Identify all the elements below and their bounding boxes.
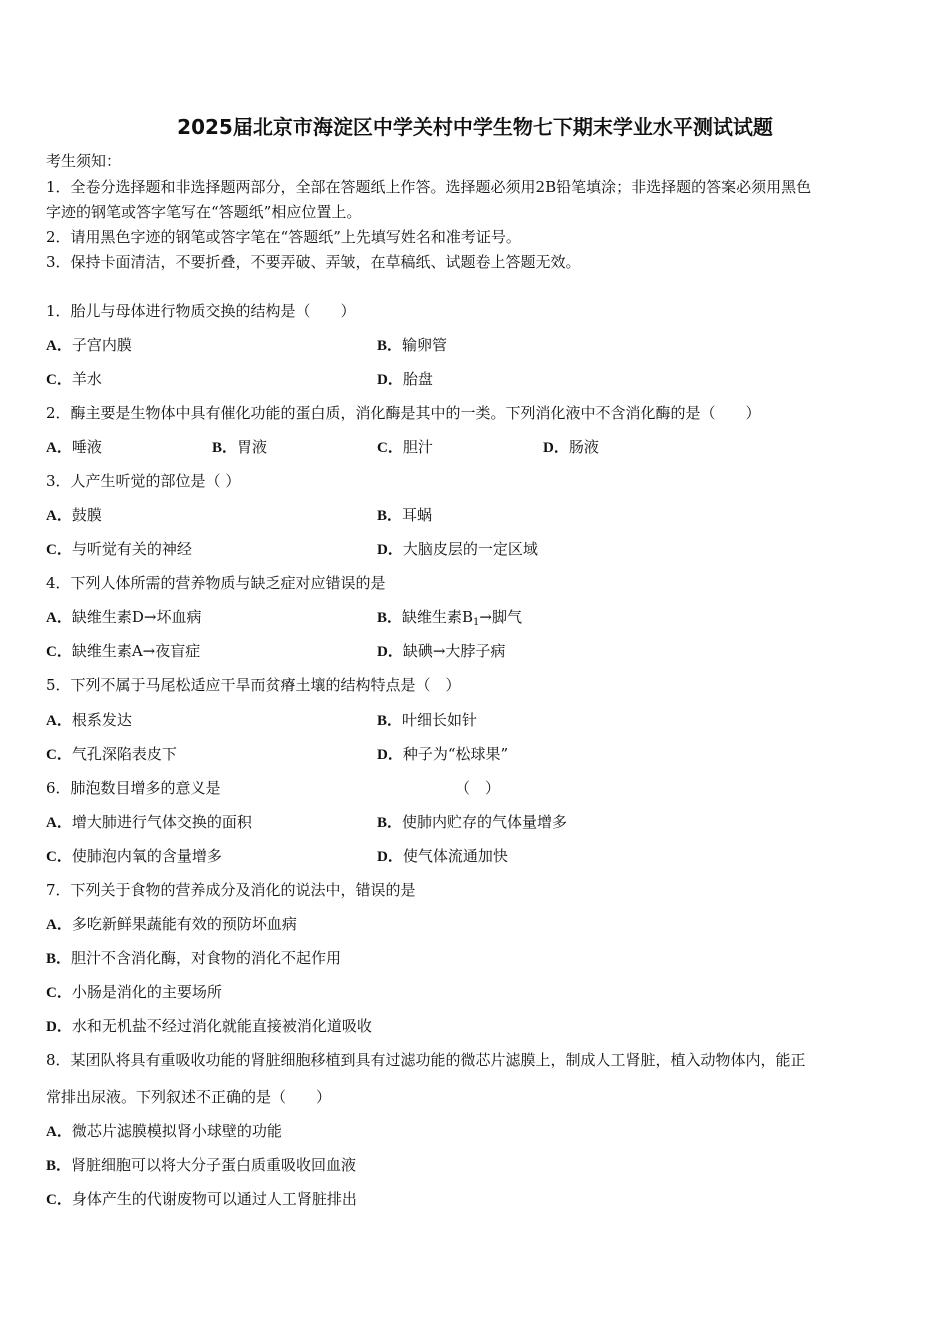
option-b: B．使肺内贮存的气体量增多	[377, 813, 568, 831]
option-c: C．使肺泡内氧的含量增多	[46, 847, 222, 865]
option-a: A．子宫内膜	[46, 336, 132, 354]
question-stem: 1．胎儿与母体进行物质交换的结构是（ ）	[46, 302, 356, 320]
option-c: C．小肠是消化的主要场所	[46, 983, 222, 1001]
option-a: A．根系发达	[46, 711, 132, 729]
notice-heading: 考生须知：	[46, 152, 122, 170]
option-c: C．气孔深陷表皮下	[46, 745, 177, 763]
question-stem: 4．下列人体所需的营养物质与缺乏症对应错误的是	[46, 574, 386, 592]
option-a: A．多吃新鲜果蔬能有效的预防坏血病	[46, 915, 297, 933]
option-a: A．微芯片滤膜模拟肾小球壁的功能	[46, 1122, 282, 1140]
option-b: B．叶细长如针	[377, 711, 478, 729]
option-c: C．缺维生素A→夜盲症	[46, 642, 201, 660]
notice-line: 字迹的钢笔或答字笔写在“答题纸”相应位置上。	[46, 203, 362, 221]
option-b: B．肾脏细胞可以将大分子蛋白质重吸收回血液	[46, 1156, 357, 1174]
notice-line: 1．全卷分选择题和非选择题两部分，全部在答题纸上作答。选择题必须用2B铅笔填涂；非选择题的答案必须用黑色	[46, 178, 812, 196]
option-a: A．增大肺进行气体交换的面积	[46, 813, 252, 831]
option-c: C．羊水	[46, 370, 102, 388]
option-c: C．胆汁	[377, 438, 433, 456]
question-stem: 5．下列不属于马尾松适应干旱而贫瘠土壤的结构特点是（ ）	[46, 676, 461, 694]
option-c: C．身体产生的代谢废物可以通过人工肾脏排出	[46, 1190, 357, 1208]
question-stem: 6．肺泡数目增多的意义是	[46, 779, 221, 797]
option-b: B．耳蜗	[377, 506, 433, 524]
question-stem-continued: 常排出尿液。下列叙述不正确的是（ ）	[46, 1088, 332, 1106]
option-b: B．输卵管	[377, 336, 448, 354]
option-d: D．胎盘	[377, 370, 433, 388]
option-d: D．水和无机盐不经过消化就能直接被消化道吸收	[46, 1017, 372, 1035]
option-a: A．鼓膜	[46, 506, 102, 524]
option-d: D．使气体流通加快	[377, 847, 508, 865]
option-d: D．大脑皮层的一定区域	[377, 540, 538, 558]
page-title: 2025届北京市海淀区中学关村中学生物七下期末学业水平测试试题	[177, 115, 773, 139]
option-d: D．肠液	[543, 438, 599, 456]
option-d: D．种子为“松球果”	[377, 745, 509, 763]
option-a: A．缺维生素D→坏血病	[46, 608, 202, 626]
option-b: B．胆汁不含消化酶，对食物的消化不起作用	[46, 949, 342, 967]
notice-line: 2．请用黑色字迹的钢笔或答字笔在“答题纸”上先填写姓名和准考证号。	[46, 228, 521, 246]
question-stem: 3．人产生听觉的部位是（ ）	[46, 472, 241, 490]
option-c: C．与听觉有关的神经	[46, 540, 192, 558]
option-a: A．唾液	[46, 438, 102, 456]
option-b: B．缺维生素$B_1\to$脚气	[377, 608, 522, 628]
question-stem: 2．酶主要是生物体中具有催化功能的蛋白质，消化酶是其中的一类。下列消化液中不含消化酶的是（ ）	[46, 404, 761, 422]
answer-bracket: （ ）	[455, 779, 501, 797]
notice-line: 3．保持卡面清洁，不要折叠，不要弄破、弄皱，在草稿纸、试题卷上答题无效。	[46, 253, 581, 271]
question-stem: 8．某团队将具有重吸收功能的肾脏细胞移植到具有过滤功能的微芯片滤膜上，制成人工肾脏，植入动物体内，能正	[46, 1051, 806, 1069]
option-b: B．胃液	[212, 438, 268, 456]
option-d: D．缺碘→大脖子病	[377, 642, 506, 660]
question-stem: 7．下列关于食物的营养成分及消化的说法中，错误的是	[46, 881, 416, 899]
